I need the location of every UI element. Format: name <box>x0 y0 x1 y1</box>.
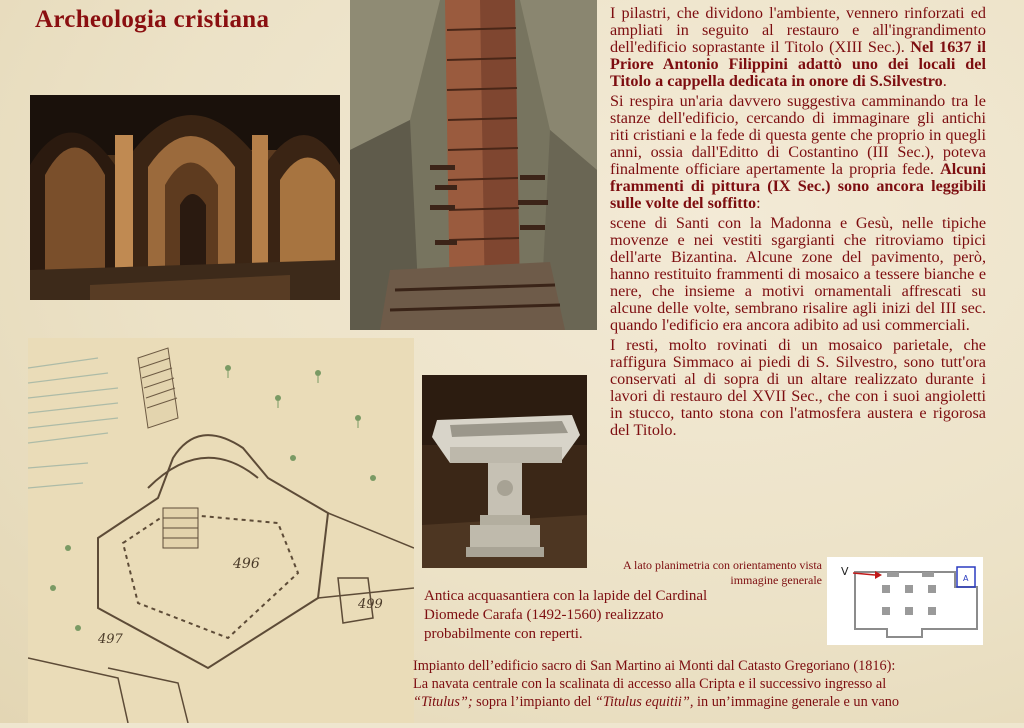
plan-caption-titulus: “Titulus”; <box>413 694 473 710</box>
inset-caption-line2: immagine generale <box>730 573 822 587</box>
crypt-photo <box>30 95 340 300</box>
plan-caption <box>413 657 1013 711</box>
plan-caption-titulus-equitii: “Titulus equitii”, <box>594 694 694 710</box>
catasto-plan-map <box>28 338 414 723</box>
inset-caption <box>592 558 822 588</box>
inset-caption-line1: A lato planimetria con orientamento vista <box>623 558 822 572</box>
paragraph-pillars-start: I pilastri, che dividono l'ambiente, vennero rinforzati ed ampliati in seguito al restauro e all'ingrandimento dell'edificio soprastante il Titolo (XIII Sec.). <box>610 4 986 56</box>
paragraph-pillars-end: . <box>942 72 947 90</box>
holy-water-font-caption: Antica acquasantiera con la lapide del Cardinal Diomede Carafa (1492-1560) realizzato probabilmente con reperti. <box>424 588 708 642</box>
plan-caption-line3 <box>413 693 1013 711</box>
crypt-arches-graphic <box>30 95 340 300</box>
holy-water-font-photo <box>422 375 587 568</box>
plan-caption-line1: Impianto dell’edificio sacro di San Martino ai Monti dal Catasto Gregoriano (1816): <box>413 658 896 674</box>
paragraph-mosaic: I resti, molto rovinati di un mosaico parietale, che raffigura Simmaco ai piedi di S. Silvestro, sono tutt'ora conservati al di sopra di un altare realizzato durante i lavori di restauro del XVII Sec., che con i suoi angioletti in stucco, tanto stona con l'atmosfera austera e rigorosa del Titolo. <box>610 336 986 439</box>
plan-caption-mid: sopra l’impianto del <box>472 694 595 710</box>
paragraph-atmosphere-bold: Alcuni frammenti di pittura (IX Sec.) sono ancora leggibili sulle volte del soffitto <box>610 160 986 212</box>
paragraph-pillars <box>610 5 986 90</box>
paragraph-pillars-bold: Nel 1637 il Priore Antonio Filippini adattò uno dei locali del Titolo a cappella dedicata in onore di S.Silvestro <box>610 38 986 90</box>
inset-floor-plan <box>827 557 983 645</box>
paragraph-atmosphere-end: : <box>756 194 761 212</box>
page-title: Archeologia cristiana <box>35 6 270 33</box>
inset-floor-plan-drawing <box>827 557 983 645</box>
inset-view-letter: V <box>841 565 849 578</box>
paragraph-atmosphere <box>610 93 986 212</box>
main-text-column <box>610 5 986 442</box>
pillar-photo <box>350 0 597 330</box>
plan-number-right: 499 <box>358 597 383 612</box>
plan-caption-end: in un’immagine generale e un vano <box>693 694 900 710</box>
font-graphic <box>422 375 587 568</box>
paragraph-scenes: scene di Santi con la Madonna e Gesù, nelle tipiche movenze e nei vestiti sgargianti che ritroviamo tipici dell'arte Bizantina. Alcune zone del pavimento, però, hanno restituito frammenti di mosaico a tessere bianche e nere, che insieme a motivi ornamentali affrescati su alcune delle volte, sembrano risalire agli inizi del III sec. quando l'edificio era ancora adibito ad usi commerciali. <box>610 214 986 334</box>
paragraph-atmosphere-start: Si respira un'aria davvero suggestiva camminando tra le stanze dell'edificio, cercando di immaginare gli antichi riti cristiani e la fede di questa gente che proprio in quegli anni, ossia dall'Editto di Costantino (III Sec.), poteva finalmente officiare apertamente la propria fede. <box>610 92 986 178</box>
brick-pillar-graphic <box>350 0 597 330</box>
inset-room-letter: A <box>963 574 969 583</box>
plan-caption-line2: La navata centrale con la scalinata di accesso alla Cripta e il successivo ingresso al <box>413 676 887 692</box>
plan-number-main: 496 <box>233 556 260 572</box>
plan-drawing <box>28 338 414 723</box>
plan-number-left: 497 <box>98 632 123 647</box>
